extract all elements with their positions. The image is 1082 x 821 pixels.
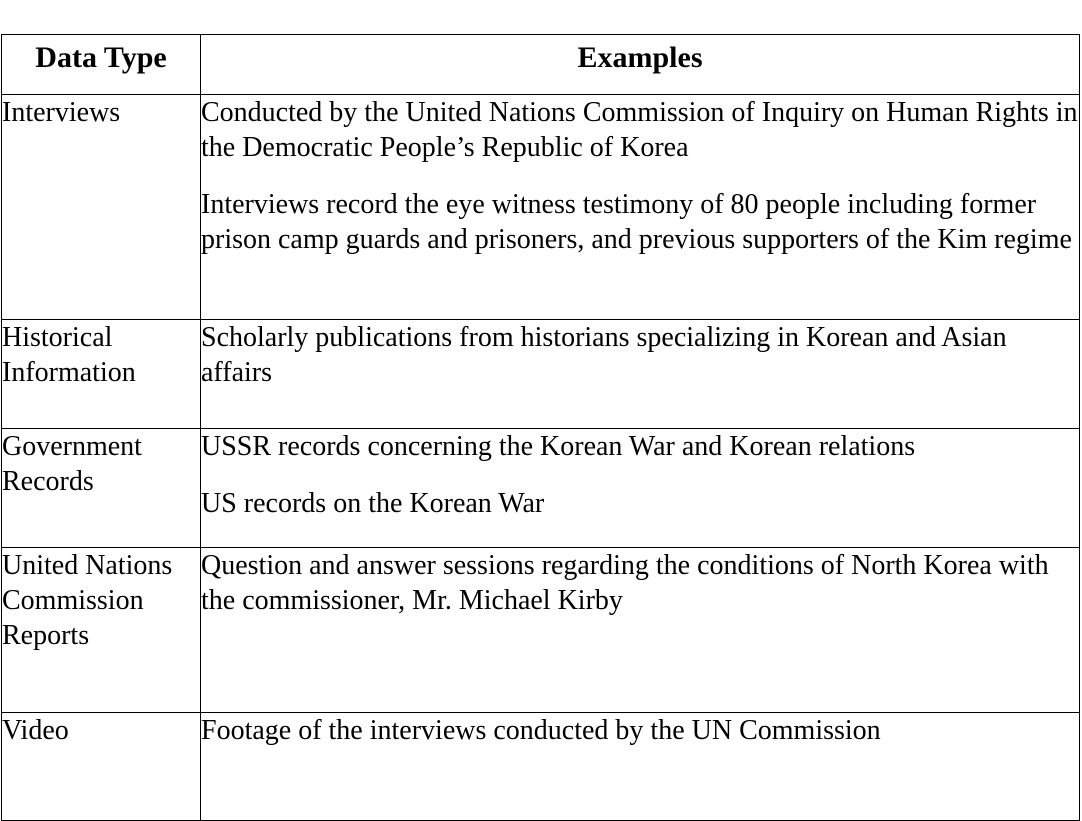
data-types-table	[1, 34, 1080, 821]
row-type-cell: Interviews	[2, 95, 201, 320]
row-examples-cell	[201, 95, 1080, 320]
example-text: Question and answer sessions regarding the conditions of North Korea with the commissioner, Mr. Michael Kirby	[201, 550, 1049, 616]
row-type-cell: Video	[2, 713, 201, 821]
row-examples-cell	[201, 320, 1080, 429]
row-type-cell: Government Records	[2, 429, 201, 548]
table-row	[2, 95, 1080, 320]
header-examples: Examples	[201, 35, 1080, 95]
example-text: Footage of the interviews conducted by the UN Commission	[201, 715, 881, 746]
table-row	[2, 429, 1080, 548]
example-text: Interviews record the eye witness testimony of 80 people including former prison camp guards and prisoners, and previous supporters of the Kim regime	[201, 189, 1072, 255]
example-text: Conducted by the United Nations Commission of Inquiry on Human Rights in the Democratic People’s Republic of Korea	[201, 97, 1078, 163]
example-text: US records on the Korean War	[201, 488, 545, 519]
table-row	[2, 548, 1080, 713]
row-type-cell: United Nations Commission Reports	[2, 548, 201, 713]
example-text: Scholarly publications from historians specializing in Korean and Asian affairs	[201, 322, 1007, 388]
row-examples-cell	[201, 713, 1080, 821]
row-examples-cell	[201, 548, 1080, 713]
row-examples-cell	[201, 429, 1080, 548]
header-data-type: Data Type	[2, 35, 201, 95]
table-row	[2, 713, 1080, 821]
example-text: USSR records concerning the Korean War and Korean relations	[201, 431, 916, 462]
table-row	[2, 320, 1080, 429]
table-header-row	[2, 35, 1080, 95]
row-type-cell: Historical Information	[2, 320, 201, 429]
